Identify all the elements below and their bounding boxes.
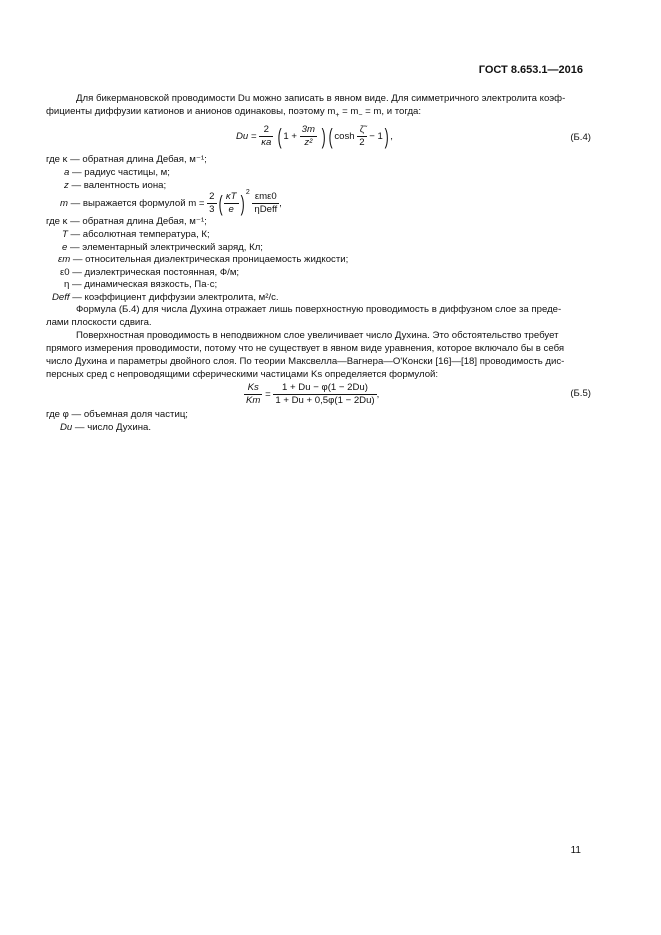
definition-eps-m: εm — относительная диэлектрическая проницаемость жидкости; — [58, 254, 349, 265]
standard-header: ГОСТ 8.653.1—2016 — [478, 64, 583, 76]
definition-eta: η — динамическая вязкость, Па·с; — [64, 279, 218, 290]
equation-number-b5: (Б.5) — [570, 388, 591, 399]
definition-e: e — элементарный электрический заряд, Кл; — [62, 242, 263, 253]
fraction-3m-over-z2: $\frac{3m}{\text{z²}}$ — [301, 124, 315, 148]
fraction-ks-over-km: $\frac{Ks}{Km}$ — [246, 382, 261, 406]
definition-m: m — выражается формулой m = $\frac{2}{3}$ ( $\frac{\kappa T}{e}$ ) $^2$ $\frac{\text{εmε0}}{\text{ηDeff}}$ , — [60, 188, 282, 216]
definition-a: a — радиус частицы, м; — [64, 167, 170, 178]
para1-line2: фициенты диффузии катионов и анионов одинаковы, поэтому $m_+ = m_- = m$, и тогда: — [46, 106, 422, 119]
equation-b5: $\frac{Ks}{Km}$ = $\frac{1 + Du - \varphi(1 - 2Du)}{1 + Du + 0,5\varphi(1 - 2Du)}$ , — [246, 382, 380, 406]
equation-b4: Du = $\frac{2}{\kappa a}$ ( 1 + $\frac{3m}{\text{z²}}$ ) ( cosh $\frac{\zetã}{2}$ − 1) , — [236, 123, 393, 149]
para2-line2: лами плоскости сдвига. — [46, 317, 152, 328]
para1-line1: Для бикермановской проводимости Du можно записать в явном виде. Для симметричного электролита коэф- — [76, 93, 566, 104]
para2-line1: Формула (Б.4) для числа Духина отражает лишь поверхностную проводимость в диффузном слое за преде- — [76, 304, 562, 315]
para3-line4: персных сред с непроводящими сферическими частицами Ks определяется формулой: — [46, 369, 439, 380]
definition-eps-0: ε0 — диэлектрическая постоянная, Ф/м; — [60, 267, 240, 278]
definition-deff: Deff — коэффициент диффузии электролита, м²/с. — [52, 292, 279, 303]
page-number: 11 — [570, 845, 581, 856]
definition-z: z — валентность иона; — [64, 180, 167, 191]
definition-kappa-2: где κ — обратная длина Дебая, м⁻¹; — [46, 216, 207, 227]
fraction-2-over-ka: $\frac{2}{\kappa a}$ — [261, 124, 272, 148]
para3-line2: прямого измерения проводимости, потому что не существует в явном виде уравнения, которое включало бы в себя — [46, 343, 565, 354]
definition-du: Du — число Духина. — [60, 422, 152, 433]
definition-phi: где φ — объемная доля частиц; — [46, 409, 188, 420]
para3-line3: число Духина и параметры двойного слоя. По теории Максвелла—Вагнера—О'Конски [16]—[18] проводимость дис- — [46, 356, 565, 367]
fraction-du-expression: $\frac{1 + Du - \varphi(1 - 2Du)}{1 + Du + 0,5\varphi(1 - 2Du)}$ — [275, 382, 375, 406]
definition-T: T — абсолютная температура, К; — [62, 229, 210, 240]
equation-number-b4: (Б.4) — [570, 132, 591, 143]
para3-line1: Поверхностная проводимость в неподвижном слое увеличивает число Духина. Это обстоятельство требует — [76, 330, 559, 341]
definition-kappa-1: где κ — обратная длина Дебая, м⁻¹; — [46, 154, 207, 165]
fraction-zeta-over-2: $\frac{\zetã}{2}$ — [359, 124, 365, 148]
